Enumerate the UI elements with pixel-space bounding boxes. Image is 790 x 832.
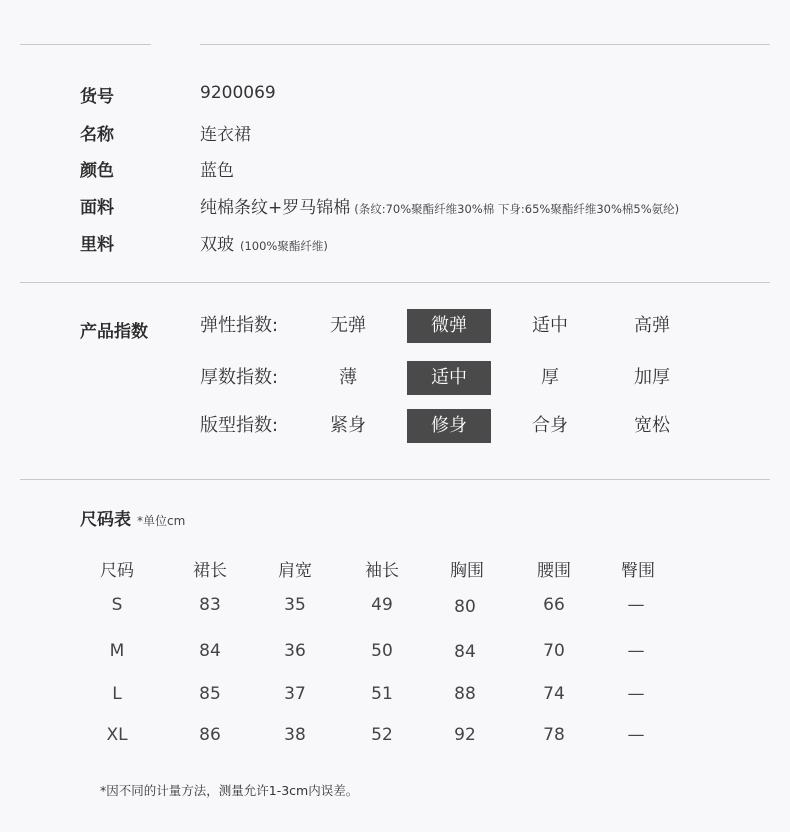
table-cell: 50 [371, 641, 393, 661]
table-cell: 49 [371, 595, 393, 615]
index-name: 版型指数: [200, 415, 279, 436]
lining-main: 双玻 [200, 235, 234, 255]
table-header-cell: 裙长 [193, 561, 227, 581]
table-header-cell: 袖长 [365, 561, 399, 581]
lining-composition: (100%聚酯纤维) [240, 239, 328, 253]
divider-2 [20, 479, 770, 480]
size-chart-unit: *单位cm [137, 514, 186, 528]
divider-top-right [200, 44, 770, 45]
table-header-cell: 臀围 [621, 561, 655, 581]
index-option: 加厚 [634, 367, 670, 388]
table-cell: 35 [284, 595, 306, 615]
label-lining: 里料 [80, 235, 114, 255]
table-cell: XL [106, 725, 128, 745]
label-color: 颜色 [80, 161, 114, 181]
index-option: 无弹 [330, 315, 366, 336]
table-cell: 85 [199, 684, 221, 704]
table-cell: 84 [454, 642, 476, 662]
table-cell: 36 [284, 641, 306, 661]
index-option: 薄 [339, 367, 357, 388]
size-chart-heading: 尺码表 [80, 510, 131, 530]
value-color: 蓝色 [200, 161, 234, 181]
index-row-thickness [0, 361, 790, 395]
index-option: 厚 [541, 367, 559, 388]
table-cell: 66 [543, 595, 565, 615]
label-item-number: 货号 [80, 87, 114, 107]
index-option: 宽松 [634, 415, 670, 436]
table-cell: 51 [371, 684, 393, 704]
value-lining [200, 230, 328, 255]
index-option: 紧身 [330, 415, 366, 436]
size-chart-title [80, 505, 185, 530]
table-cell: L [112, 684, 122, 704]
index-name: 弹性指数: [200, 315, 279, 336]
fabric-composition: (条纹:70%聚酯纤维30%棉 下身:65%聚酯纤维30%棉5%氨纶) [354, 202, 680, 216]
table-header-cell: 肩宽 [278, 561, 312, 581]
index-option: 高弹 [634, 315, 670, 336]
index-option-selected: 微弹 [407, 309, 491, 343]
table-cell: — [627, 641, 645, 661]
size-chart-footnote: *因不同的计量方法，测量允许1-3cm内误差。 [100, 783, 359, 798]
index-row-elasticity [0, 309, 790, 343]
table-cell: — [627, 725, 645, 745]
table-header-cell: 腰围 [537, 561, 571, 581]
index-option-selected: 适中 [407, 361, 491, 395]
divider-1 [20, 282, 770, 283]
index-option-selected: 修身 [407, 409, 491, 443]
label-name: 名称 [80, 125, 114, 145]
value-name: 连衣裙 [200, 125, 251, 145]
label-fabric: 面料 [80, 198, 114, 218]
table-cell: S [111, 595, 123, 615]
table-cell: 52 [371, 725, 393, 745]
table-cell: 92 [454, 725, 476, 745]
value-item-number: 9200069 [200, 83, 276, 103]
table-cell: 70 [543, 641, 565, 661]
indices-title: 产品指数 [80, 322, 148, 342]
table-cell: 74 [543, 684, 565, 704]
value-fabric [200, 193, 679, 218]
table-cell: 83 [199, 595, 221, 615]
table-cell: 78 [543, 725, 565, 745]
table-cell: 38 [284, 725, 306, 745]
table-header-cell: 尺码 [100, 561, 134, 581]
table-cell: 88 [454, 684, 476, 704]
index-option: 适中 [532, 315, 568, 336]
index-name: 厚数指数: [200, 367, 279, 388]
table-cell: 86 [199, 725, 221, 745]
table-cell: 80 [454, 597, 476, 617]
divider-top-left [20, 44, 151, 45]
table-cell: 84 [199, 641, 221, 661]
table-cell: — [627, 684, 645, 704]
fabric-main: 纯棉条纹+罗马锦棉 [200, 198, 351, 218]
index-row-fit [0, 409, 790, 443]
index-option: 合身 [532, 415, 568, 436]
table-header-cell: 胸围 [450, 561, 484, 581]
table-cell: 37 [284, 684, 306, 704]
table-cell: M [109, 641, 125, 661]
table-cell: — [627, 595, 645, 615]
